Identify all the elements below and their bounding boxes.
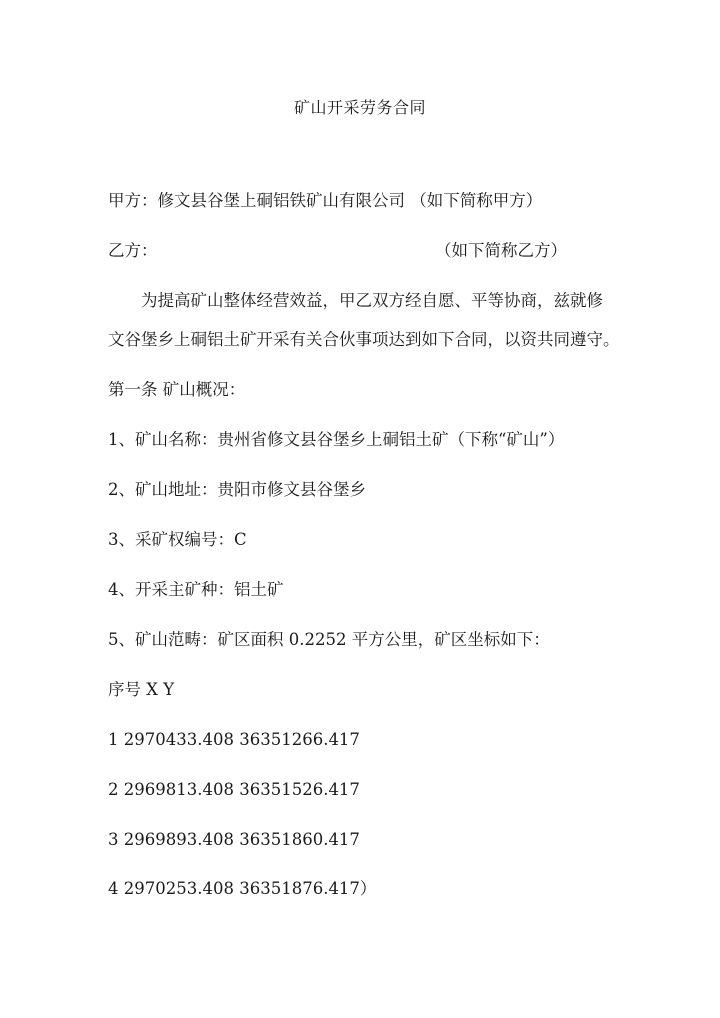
coordinate-row: 1 2970433.408 36351266.417 bbox=[108, 730, 360, 749]
intro-paragraph-line-2: 文谷堡乡上硐铝土矿开采有关合伙事项达到如下合同，以资共同遵守。 bbox=[108, 330, 620, 349]
party-b-note: （如下简称乙方） bbox=[435, 241, 567, 260]
item-mine-address: 2、矿山地址：贵阳市修文县谷堡乡 bbox=[108, 480, 366, 499]
coordinate-row: 3 2969893.408 36351860.417 bbox=[108, 830, 360, 849]
item-mine-scope: 5、矿山范畴：矿区面积 0.2252 平方公里，矿区坐标如下： bbox=[108, 630, 550, 649]
coordinate-row: 4 2970253.408 36351876.417） bbox=[108, 879, 377, 898]
article-1-heading: 第一条 矿山概况： bbox=[108, 380, 246, 399]
item-mine-name: 1、矿山名称：贵州省修文县谷堡乡上硐铝土矿（下称“矿山”） bbox=[108, 430, 565, 449]
party-a-line: 甲方：修文县谷堡上硐铝铁矿山有限公司 （如下简称甲方） bbox=[108, 191, 543, 210]
item-main-mineral: 4、开采主矿种：铝土矿 bbox=[108, 580, 284, 599]
document-title: 矿山开采劳务合同 bbox=[293, 98, 426, 117]
coordinate-row: 2 2969813.408 36351526.417 bbox=[108, 780, 360, 799]
party-b-label: 乙方： bbox=[108, 241, 158, 260]
intro-paragraph-line-1: 为提高矿山整体经营效益，甲乙双方经自愿、平等协商，兹就修 bbox=[141, 291, 603, 310]
item-mining-right-number: 3、采矿权编号：C bbox=[108, 530, 247, 549]
coordinate-header: 序号 X Y bbox=[108, 680, 175, 699]
